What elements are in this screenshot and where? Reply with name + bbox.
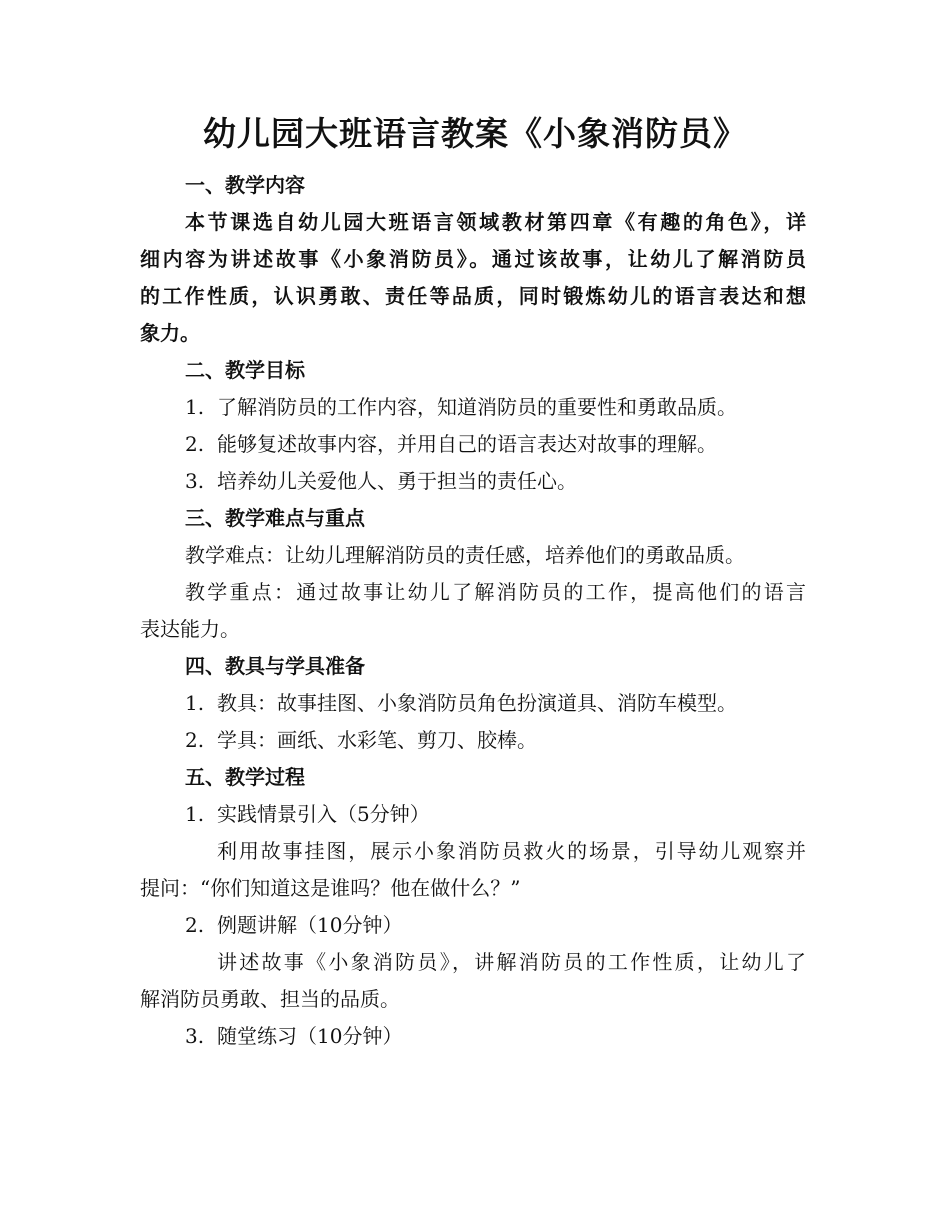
list-text: 能够复述故事内容，并用自己的语言表达对故事的理解。: [217, 432, 717, 456]
list-text: 教具：故事挂图、小象消防员角色扮演道具、消防车模型。: [217, 691, 737, 715]
tool-item: [185, 685, 806, 722]
content-paragraph-line-1: 本节课选自幼儿园大班语言领域教材第四章《有趣的角色》，详: [185, 210, 806, 234]
goal-item: [185, 463, 806, 500]
keypoint-line-1: 教学重点：通过故事让幼儿了解消防员的工作，提高他们的语言: [185, 580, 806, 604]
section-heading-content: 一、教学内容: [185, 173, 305, 197]
section-heading-goals: 二、教学目标: [185, 358, 305, 382]
content-paragraph-line-3: 的工作性质，认识勇敢、责任等品质，同时锻炼幼儿的语言表达和想: [140, 284, 806, 308]
list-text: 了解消防员的工作内容，知道消防员的重要性和勇敢品质。: [217, 395, 737, 419]
section-heading-tools: 四、教具与学具准备: [185, 654, 365, 678]
process-step: [185, 796, 806, 833]
list-number: 3.: [185, 1024, 205, 1048]
list-text: 随堂练习（10分钟）: [217, 1024, 403, 1048]
keypoint-line-2: 表达能力。: [140, 617, 240, 641]
difficulty-line: 教学难点：让幼儿理解消防员的责任感，培养他们的勇敢品质。: [185, 543, 745, 567]
list-number: 1.: [185, 691, 205, 715]
list-text: 学具：画纸、水彩笔、剪刀、胶棒。: [217, 728, 537, 752]
list-text: 实践情景引入（5分钟）: [217, 802, 430, 826]
process-step-desc-line-2: 提问：“你们知道这是谁吗？他在做什么？”: [140, 876, 521, 900]
tool-item: [185, 722, 806, 759]
list-number: 1.: [185, 802, 205, 826]
document-title: 幼儿园大班语言教案《小象消防员》: [203, 114, 747, 153]
goal-item: [185, 389, 806, 426]
list-number: 3.: [185, 469, 205, 493]
process-step-desc-line-1: 讲述故事《小象消防员》，讲解消防员的工作性质，让幼儿了: [217, 950, 806, 974]
content-paragraph-line-2: 细内容为讲述故事《小象消防员》。通过该故事，让幼儿了解消防员: [140, 247, 806, 271]
process-step-desc-line-2: 解消防员勇敢、担当的品质。: [140, 987, 400, 1011]
list-number: 2.: [185, 728, 205, 752]
list-number: 1.: [185, 395, 205, 419]
content-paragraph-line-4: 象力。: [140, 321, 200, 345]
list-text: 培养幼儿关爱他人、勇于担当的责任心。: [217, 469, 577, 493]
section-heading-difficulty: 三、教学难点与重点: [185, 506, 365, 530]
goal-item: [185, 426, 806, 463]
list-text: 例题讲解（10分钟）: [217, 913, 403, 937]
list-number: 2.: [185, 913, 205, 937]
list-number: 2.: [185, 432, 205, 456]
section-heading-process: 五、教学过程: [185, 765, 305, 789]
process-step: [185, 1018, 806, 1055]
process-step: [185, 907, 806, 944]
process-step-desc-line-1: 利用故事挂图，展示小象消防员救火的场景，引导幼儿观察并: [217, 839, 806, 863]
